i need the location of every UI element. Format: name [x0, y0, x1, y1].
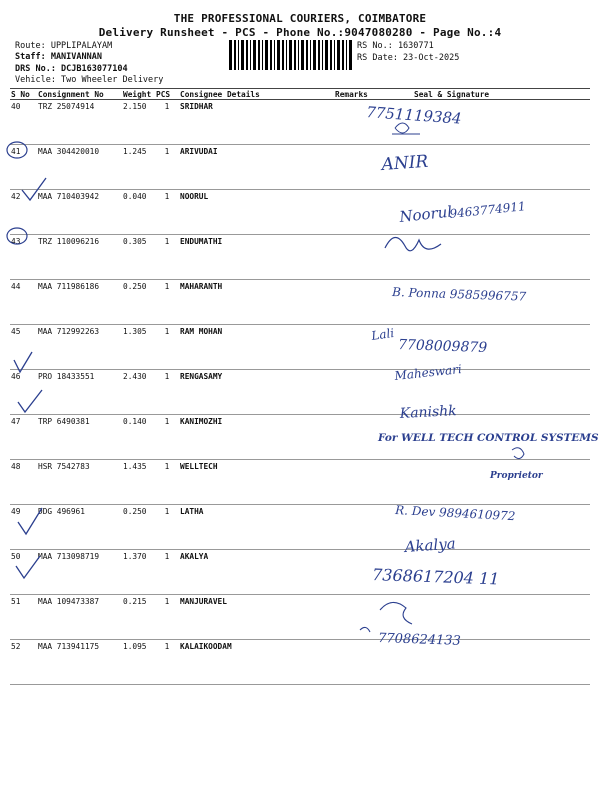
runsheet-table — [10, 88, 590, 685]
signature-50: Akalya — [404, 534, 457, 556]
table-header-row — [10, 89, 590, 100]
cell-remarks — [334, 415, 384, 460]
drs-number: DRS No.: DCJB163077104 — [15, 64, 128, 74]
cell-seal-signature — [384, 595, 590, 640]
col-weight: Weight — [122, 89, 155, 100]
rs-date: RS Date: 23-Oct-2025 — [357, 53, 460, 63]
cell-weight: 2.150 — [122, 100, 155, 145]
cell-remarks — [334, 325, 384, 370]
cell-consignee: ARIVUDAI — [179, 145, 334, 190]
cell-consignment: TRZ 110096216 — [37, 235, 122, 280]
cell-consignment: MAA 710403942 — [37, 190, 122, 235]
cell-remarks — [334, 550, 384, 595]
table-row — [10, 325, 590, 370]
cell-consignment: MAA 713098719 — [37, 550, 122, 595]
col-sno: S No — [10, 89, 37, 100]
signature-41: ANIR — [380, 151, 429, 175]
cell-pcs: 1 — [155, 235, 179, 280]
table-row — [10, 190, 590, 235]
cell-weight: 0.040 — [122, 190, 155, 235]
cell-seal-signature — [384, 640, 590, 685]
table-row — [10, 550, 590, 595]
vehicle-label: Vehicle: Two Wheeler Delivery — [15, 75, 164, 85]
cell-remarks — [334, 370, 384, 415]
cell-consignment: MAA 713941175 — [37, 640, 122, 685]
cell-consignment: DDG 496961 — [37, 505, 122, 550]
cell-pcs: 1 — [155, 145, 179, 190]
col-consignment: Consignment No — [37, 89, 122, 100]
stamp-proprietor: Proprietor — [490, 471, 543, 481]
cell-pcs: 1 — [155, 100, 179, 145]
table-row — [10, 640, 590, 685]
cell-weight: 1.305 — [122, 325, 155, 370]
cell-consignment: MAA 304420010 — [37, 145, 122, 190]
cell-sno: 45 — [10, 325, 37, 370]
cell-pcs: 1 — [155, 415, 179, 460]
cell-weight: 1.095 — [122, 640, 155, 685]
cell-sno: 41 — [10, 145, 37, 190]
cell-consignee: RENGASAMY — [179, 370, 334, 415]
cell-consignee: AKALYA — [179, 550, 334, 595]
cell-remarks — [334, 235, 384, 280]
cell-remarks — [334, 505, 384, 550]
cell-consignee: NOORUL — [179, 190, 334, 235]
signature-40: 7751119384 — [365, 103, 463, 128]
cell-consignee: LATHA — [179, 505, 334, 550]
route-label: Route: UPPLIPALAYAM — [15, 41, 113, 51]
signature-42-name: Noorul — [398, 202, 453, 226]
table-row — [10, 235, 590, 280]
cell-weight: 0.250 — [122, 505, 155, 550]
cell-pcs: 1 — [155, 460, 179, 505]
cell-seal-signature — [384, 190, 590, 235]
cell-sno: 44 — [10, 280, 37, 325]
cell-consignee: SRIDHAR — [179, 100, 334, 145]
cell-remarks — [334, 280, 384, 325]
staff-label: Staff: MANIVANNAN — [15, 52, 102, 62]
col-consignee: Consignee Details — [179, 89, 334, 100]
table-row — [10, 100, 590, 145]
cell-pcs: 1 — [155, 640, 179, 685]
cell-pcs: 1 — [155, 505, 179, 550]
cell-sno: 52 — [10, 640, 37, 685]
cell-weight: 1.370 — [122, 550, 155, 595]
cell-seal-signature — [384, 100, 590, 145]
cell-seal-signature — [384, 370, 590, 415]
cell-consignee: KANIMOZHI — [179, 415, 334, 460]
cell-sno: 43 — [10, 235, 37, 280]
cell-pcs: 1 — [155, 280, 179, 325]
cell-sno: 51 — [10, 595, 37, 640]
cell-weight: 1.245 — [122, 145, 155, 190]
signature-47: Kanishk — [399, 403, 458, 422]
cell-weight: 0.140 — [122, 415, 155, 460]
cell-remarks — [334, 100, 384, 145]
cell-pcs: 1 — [155, 370, 179, 415]
col-pcs: PCS — [155, 89, 179, 100]
cell-seal-signature — [384, 145, 590, 190]
cell-sno: 47 — [10, 415, 37, 460]
table-row — [10, 595, 590, 640]
cell-consignment: TRZ 25074914 — [37, 100, 122, 145]
table-row — [10, 145, 590, 190]
cell-pcs: 1 — [155, 190, 179, 235]
cell-pcs: 1 — [155, 595, 179, 640]
cell-consignment: MAA 109473387 — [37, 595, 122, 640]
cell-consignee: ENDUMATHI — [179, 235, 334, 280]
cell-remarks — [334, 145, 384, 190]
runsheet-title: Delivery Runsheet - PCS - Phone No.:9047080280 - Page No.:4 — [98, 26, 502, 39]
signature-51: 7368617204 11 — [371, 565, 500, 589]
cell-weight: 0.250 — [122, 280, 155, 325]
cell-remarks — [334, 190, 384, 235]
cell-seal-signature — [384, 235, 590, 280]
signature-44: B. Ponna 9585996757 — [391, 285, 527, 304]
cell-consignment: MAA 712992263 — [37, 325, 122, 370]
cell-consignee: MAHARANTH — [179, 280, 334, 325]
stamp-company: For WELL TECH CONTROL SYSTEMS — [378, 432, 599, 444]
col-seal-signature: Seal & Signature — [384, 89, 590, 100]
cell-weight: 0.305 — [122, 235, 155, 280]
cell-seal-signature — [384, 505, 590, 550]
cell-remarks — [334, 640, 384, 685]
signature-49: R. Dev 9894610972 — [394, 503, 516, 524]
signature-52: 7708624133 — [377, 631, 462, 649]
cell-consignment: TRP 6490381 — [37, 415, 122, 460]
cell-consignee: KALAIKOODAM — [179, 640, 334, 685]
cell-consignee: RAM MOHAN — [179, 325, 334, 370]
cell-sno: 48 — [10, 460, 37, 505]
cell-sno: 46 — [10, 370, 37, 415]
cell-sno: 40 — [10, 100, 37, 145]
cell-consignment: HSR 7542783 — [37, 460, 122, 505]
cell-weight: 0.215 — [122, 595, 155, 640]
cell-consignment: PRO 18433551 — [37, 370, 122, 415]
cell-seal-signature — [384, 460, 590, 505]
cell-remarks — [334, 595, 384, 640]
cell-seal-signature — [384, 550, 590, 595]
cell-remarks — [334, 460, 384, 505]
cell-pcs: 1 — [155, 325, 179, 370]
cell-sno: 49 — [10, 505, 37, 550]
cell-sno: 42 — [10, 190, 37, 235]
signature-46: Maheswari — [393, 362, 463, 383]
cell-sno: 50 — [10, 550, 37, 595]
signature-42-phone: 9463774911 — [448, 199, 527, 221]
cell-seal-signature — [384, 325, 590, 370]
cell-consignee: MANJURAVEL — [179, 595, 334, 640]
cell-consignment: MAA 711986186 — [37, 280, 122, 325]
cell-consignee: WELLTECH — [179, 460, 334, 505]
company-name: THE PROFESSIONAL COURIERS, COIMBATORE — [173, 12, 427, 25]
table-row — [10, 280, 590, 325]
cell-seal-signature — [384, 415, 590, 460]
table-row — [10, 460, 590, 505]
table-row — [10, 505, 590, 550]
cell-seal-signature — [384, 280, 590, 325]
cell-weight: 1.435 — [122, 460, 155, 505]
cell-pcs: 1 — [155, 550, 179, 595]
cell-weight: 2.430 — [122, 370, 155, 415]
signature-45-phone: 7708009879 — [397, 337, 488, 357]
signature-45-name: Lali — [370, 325, 396, 343]
rs-number: RS No.: 1630771 — [357, 41, 434, 51]
col-remarks: Remarks — [334, 89, 384, 100]
barcode-image — [228, 40, 354, 70]
table-row — [10, 370, 590, 415]
table-row — [10, 415, 590, 460]
